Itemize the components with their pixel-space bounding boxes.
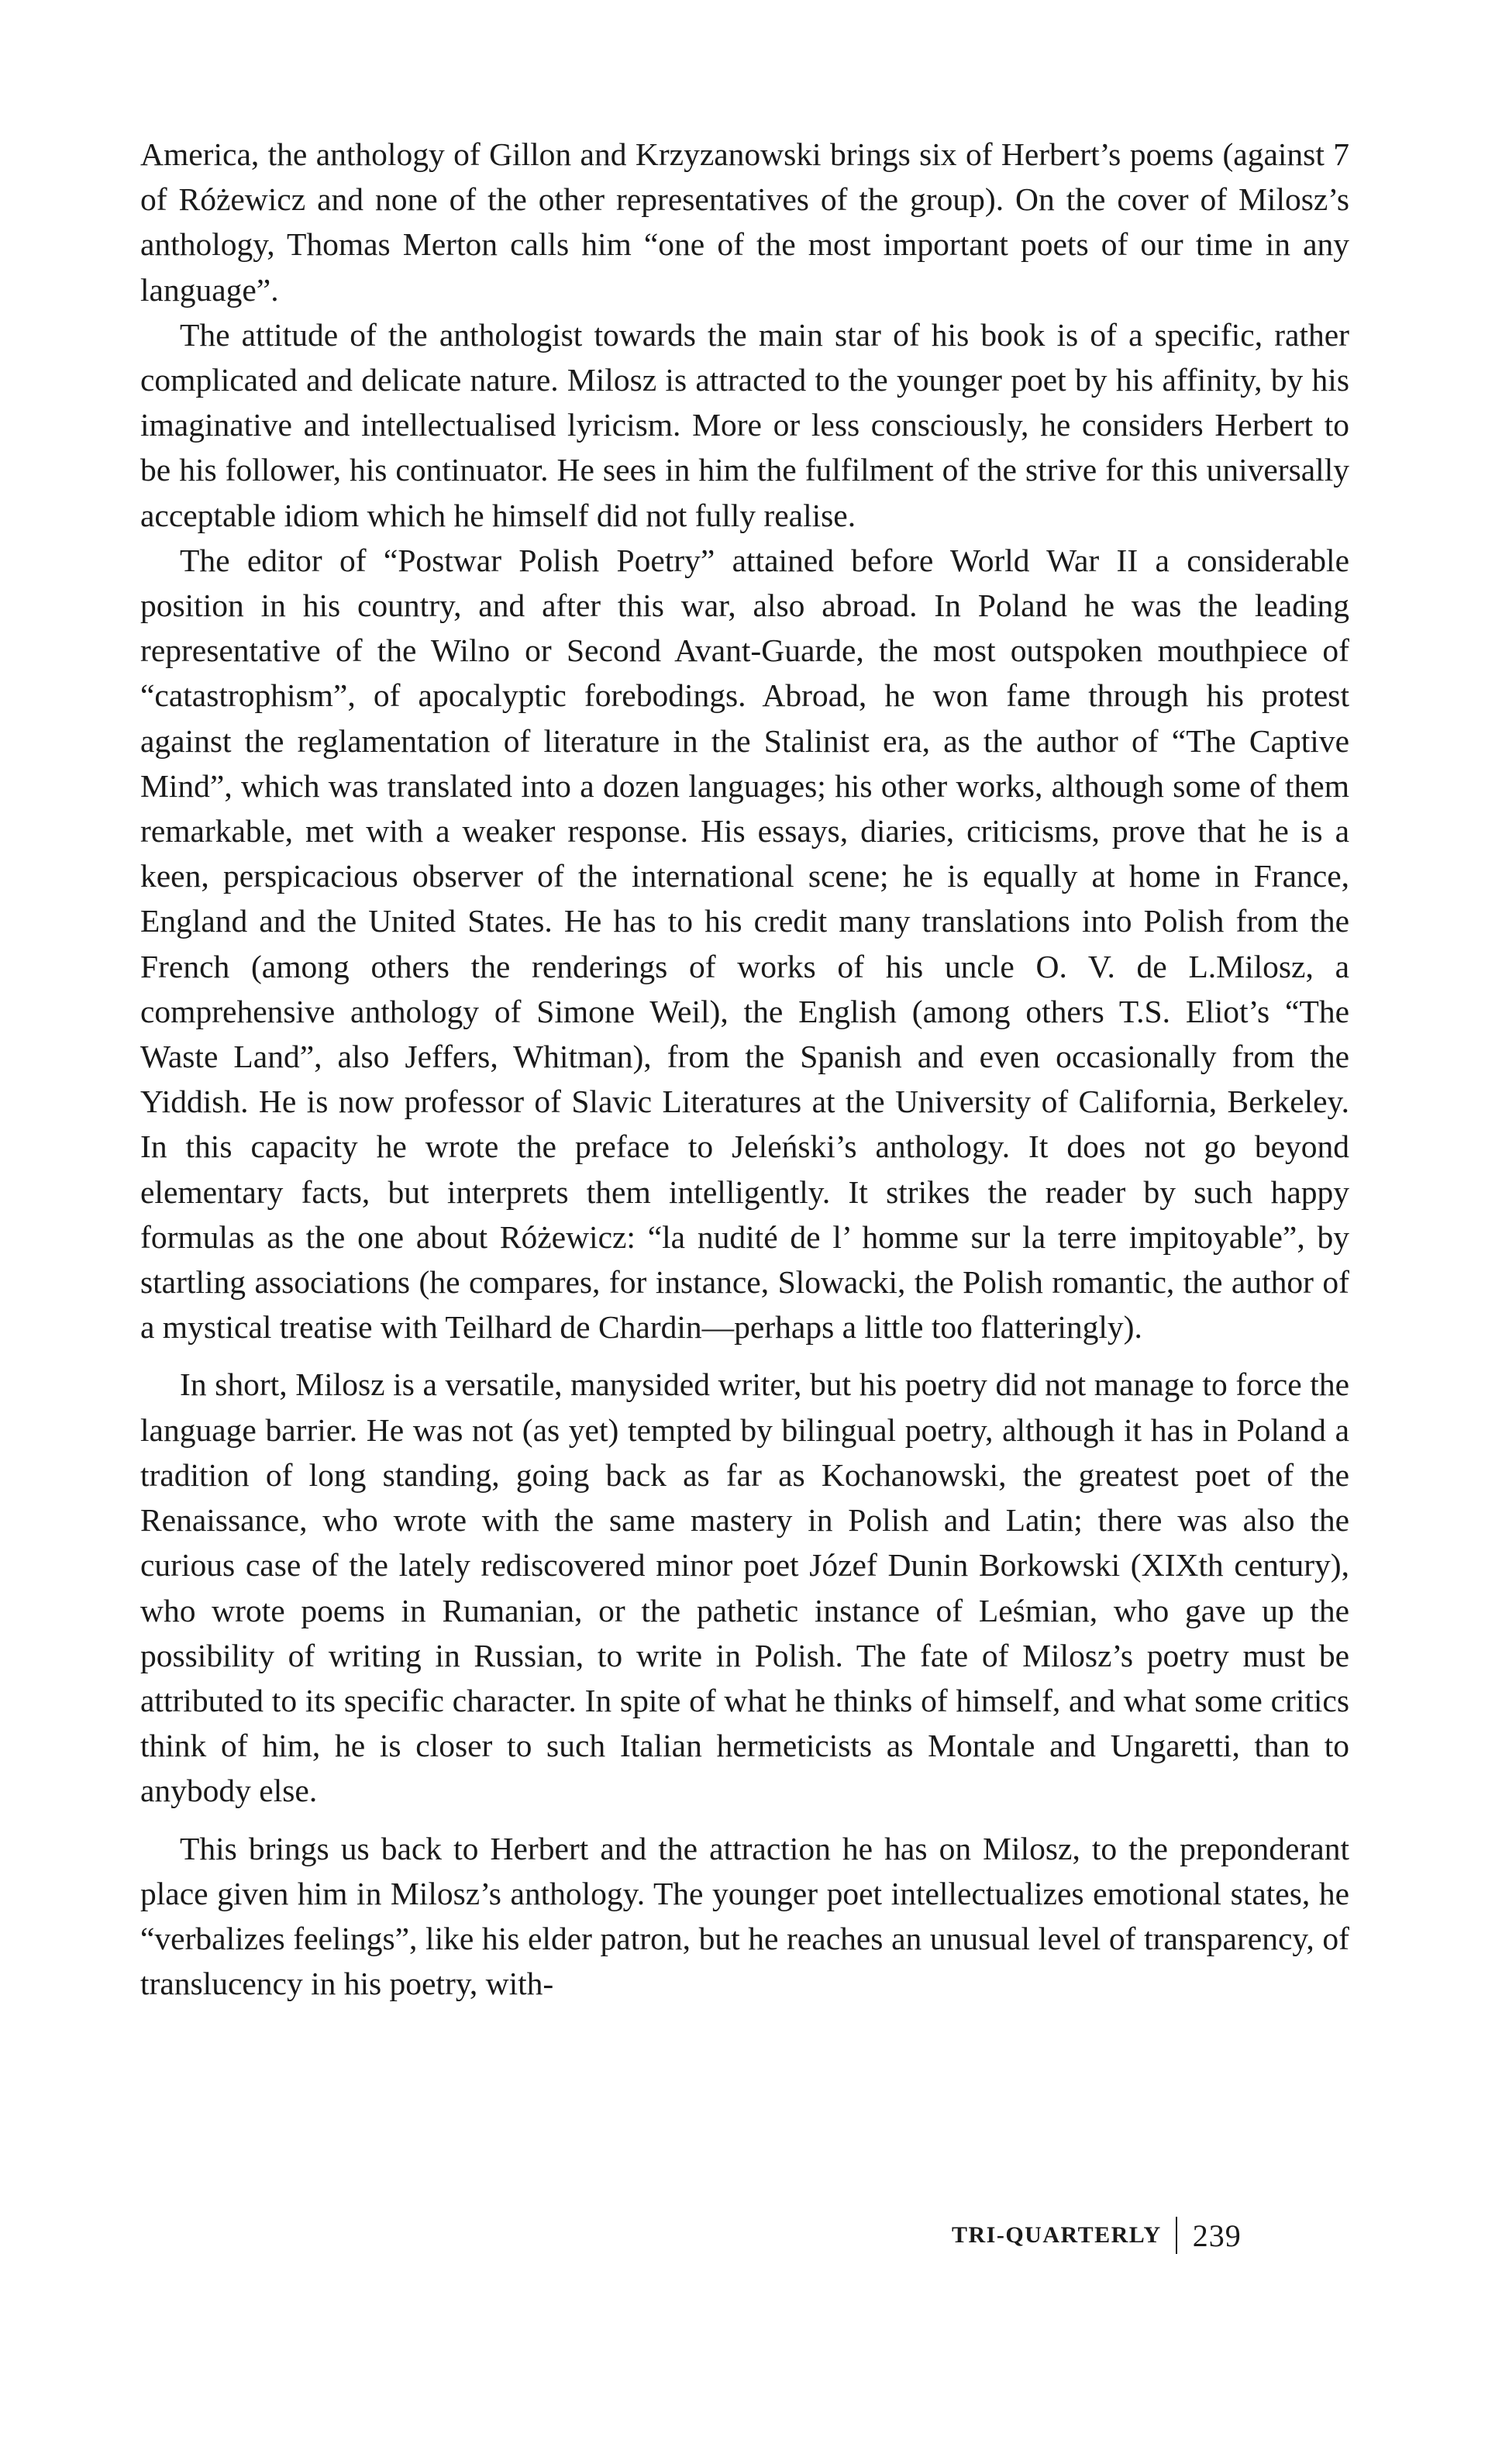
page-number: 239 bbox=[1192, 2218, 1242, 2253]
paragraph-5: This brings us back to Herbert and the attraction he has on Milosz, to the preponderant place given him in Milosz’s anthology. The younger poet intellectualizes emotional states, he “verbalizes feelings”, like his elder patron, but he reaches an unusual level of transparency, of translucency in his poetry, with- bbox=[140, 1830, 1349, 2002]
footer-divider bbox=[1176, 2217, 1177, 2254]
page-body bbox=[140, 132, 1349, 2006]
paragraph-4: In short, Milosz is a versatile, manysided writer, but his poetry did not manage to force the language barrier. He was not (as yet) tempted by bilingual poetry, although it has in Poland a tradition of long standing, going back as far as Kochanowski, the greatest poet of the Renaissance, who wrote with the same mastery in Polish and Latin; there was also the curious case of the lately rediscovered minor poet Józef Dunin Borkowski (XIXth century), who wrote poems in Rumanian, or the pathetic instance of Leśmian, who gave up the possibility of writing in Russian, to write in Polish. The fate of Milosz’s poetry must be attributed to its specific character. In spite of what he thinks of himself, and what some critics think of him, he is closer to such Italian hermeticists as Montale and Ungaretti, than to anybody else. bbox=[140, 1366, 1349, 1809]
paragraph-2: The attitude of the anthologist towards the main star of his book is of a specific, rather complicated and delicate nature. Milosz is attracted to the younger poet by his affinity, by his imaginative and intellectualised lyricism. More or less consciously, he considers Herbert to be his follower, his continuator. He sees in him the fulfilment of the strive for this universally acceptable idiom which he himself did not fully realise. bbox=[140, 316, 1349, 533]
page-footer bbox=[952, 2217, 1242, 2254]
paragraph-1: America, the anthology of Gillon and Krzyzanowski brings six of Herbert’s poems (against 7 of Różewicz and none of the other representatives of the group). On the cover of Milosz’s anthology, Thomas Merton calls him “one of the most important poets of our time in any language”. bbox=[140, 136, 1349, 308]
running-head: TRI-QUARTERLY bbox=[952, 2222, 1162, 2248]
paragraph-3: The editor of “Postwar Polish Poetry” attained before World War II a considerable position in his country, and after this war, also abroad. In Poland he was the leading representative of the Wilno or Second Avant-Guarde, the most outspoken mouthpiece of “catastrophism”, of apocalyptic forebodings. Abroad, he won fame through his protest against the reglamentation of literature in the Stalinist era, as the author of “The Captive Mind”, which was translated into a dozen languages; his other works, although some of them remarkable, met with a weaker response. His essays, diaries, criticisms, prove that he is a keen, perspicacious observer of the international scene; he is equally at home in France, England and the United States. He has to his credit many translations into Polish from the French (among others the renderings of works of his uncle O. V. de L.Milosz, a comprehensive anthology of Simone Weil), the English (among others T.S. Eliot’s “The Waste Land”, also Jeffers, Whitman), from the Spanish and even occasionally from the Yiddish. He is now professor of Slavic Literatures at the University of California, Berkeley. In this capacity he wrote the preface to Jeleński’s anthology. It does not go beyond elementary facts, but interprets them intelligently. It strikes the reader by such happy formulas as the one about Różewicz: “la nudité de l’ homme sur la terre impitoyable”, by startling associations (he compares, for instance, Slowacki, the Polish romantic, the author of a mystical treatise with Teilhard de Chardin—perhaps a little too flatteringly). bbox=[140, 542, 1349, 1346]
